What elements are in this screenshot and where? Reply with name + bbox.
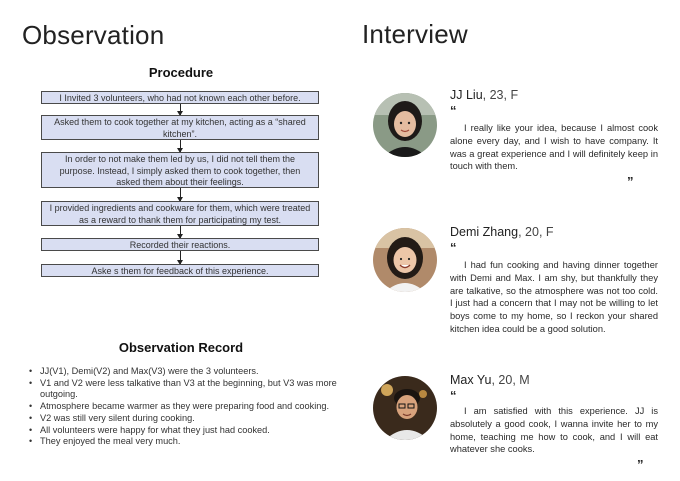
observation-record-list [26,366,340,448]
procedure-title: Procedure [148,65,214,80]
procedure-step-1: I Invited 3 volunteers, who had not known each other before. [41,91,319,104]
procedure-step-5: Recorded their reactions. [41,238,319,251]
avatar-jj-liu [373,93,437,157]
list-item: • V1 and V2 were less talkative than V3 at the beginning, but V3 was more outgoing. [40,378,340,401]
flow-arrow [180,251,181,264]
interviewee-name: Max Yu, 20, M [450,373,530,387]
procedure-step-4: I provided ingredients and cookware for them, which were treated as a reward to thank them for participating my test. [41,201,319,226]
record-title: Observation Record [118,340,244,355]
close-quote: ” [637,457,644,472]
flow-arrow [180,104,181,115]
list-item: • All volunteers were happy for what they just had cooked. [40,425,340,437]
avatar-demi-zhang [373,228,437,292]
close-quote: ” [627,174,634,189]
procedure-step-3: In order to not make them led by us, I did not tell them the purpose. Instead, I simply asked them to cook together, then asked them about their feelings. [41,152,319,188]
procedure-step-2: Asked them to cook together at my kitchen, acting as a “shared kitchen”. [41,115,319,140]
list-item: • They enjoyed the meal very much. [40,436,340,448]
open-quote: “ [450,388,457,403]
interview-quote-max: I am satisfied with this experience. JJ is absolutely a good cook, I wanna invite her to my home, teaching me how to cook, and I will eat whatever she cooks. [450,406,658,455]
avatar-max-yu [373,376,437,440]
interview-heading: Interview [362,19,468,49]
flow-arrow [180,226,181,238]
observation-heading: Observation [22,20,165,50]
list-item: • V2 was still very silent during cooking. [40,413,340,425]
procedure-step-6: Aske s them for feedback of this experience. [41,264,319,277]
flow-arrow [180,188,181,201]
interviewee-name: Demi Zhang, 20, F [450,225,554,239]
flow-arrow [180,140,181,152]
open-quote: “ [450,240,457,255]
list-item: • Atmosphere became warmer as they were preparing food and cooking. [40,401,340,413]
interviewee-name: JJ Liu, 23, F [450,88,519,102]
interview-quote-demi: I had fun cooking and having dinner together with Demi and Max. I am shy, but thankfully they are talkative, so the atmosphere was not too cold. I just had a concern that I may not be willing to let boys come to my home, so I reckon your shared kitchen idea could be a good solution. [450,260,658,334]
interview-quote-jj: I really like your idea, because I almost cook alone every day, and I wish to have company. It was a great experience and I will definitely keep in touch with them. [450,123,658,172]
list-item: • JJ(V1), Demi(V2) and Max(V3) were the 3 volunteers. [40,366,340,378]
open-quote: “ [450,103,457,118]
